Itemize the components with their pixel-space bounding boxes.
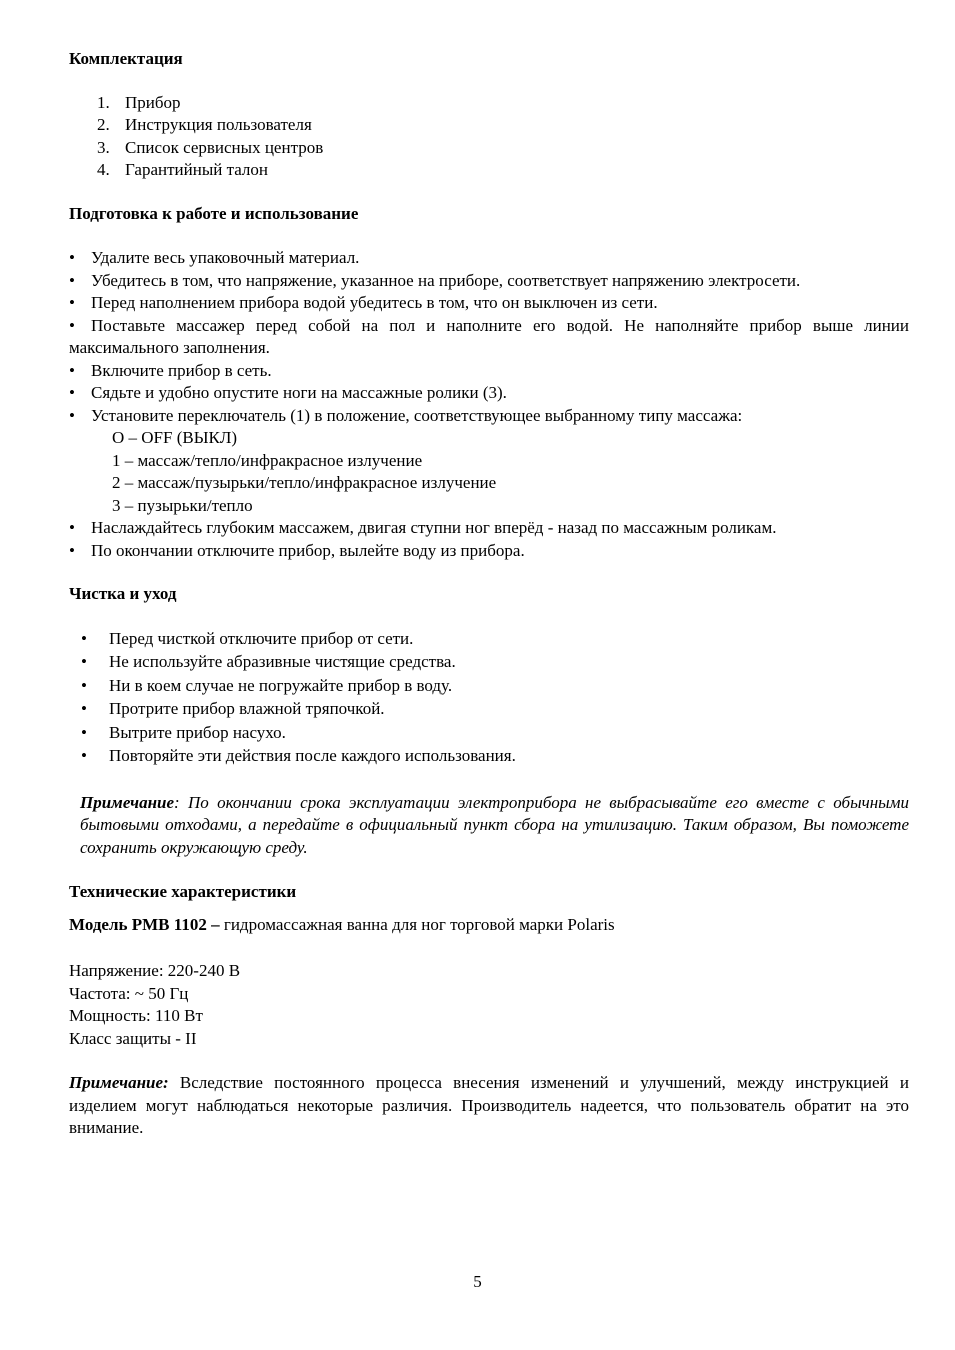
mode-item: 3 – пузырьки/тепло: [112, 495, 253, 515]
spec-voltage: Напряжение: 220-240 В: [69, 961, 241, 980]
prep-list: [69, 247, 909, 562]
spec-protection-class: Класс защиты - II: [69, 1028, 197, 1048]
list-item: • Установите переключатель (1) в положение, соответствующее выбранному типу массажа: О – OFF (ВЫКЛ) 1 – массаж/тепло/инфракрасное излучение 2 – массаж/пузырьки/тепло/инфракрасное излучение 3 – пузырьки/тепло: [69, 405, 909, 518]
changes-note: [69, 1072, 909, 1140]
disposal-note: [80, 792, 909, 860]
list-item: • Убедитесь в том, что напряжение, указанное на приборе, соответствует напряжению электросети.: [69, 270, 801, 290]
model-line: [69, 914, 909, 937]
list-item: 1. Прибор: [97, 92, 181, 112]
list-item: • Протрите прибор влажной тряпочкой.: [81, 699, 385, 718]
specs-heading: Технические характеристики: [69, 882, 297, 901]
document-page: [69, 48, 909, 1157]
list-item: • Сядьте и удобно опустите ноги на массажные ролики (3).: [69, 383, 507, 402]
model-label: Модель PMB 1102 –: [69, 914, 220, 934]
list-item: • Наслаждайтесь глубоким массажем, двигая ступни ног вперёд - назад по массажным роликам.: [69, 518, 777, 537]
note-label: Примечание:: [69, 1073, 169, 1092]
spec-list: [69, 960, 909, 1050]
list-item: • Не используйте абразивные чистящие средства.: [81, 652, 456, 671]
care-heading: Чистка и уход: [69, 584, 177, 603]
list-item: • Перед наполнением прибора водой убедитесь в том, что он выключен из сети.: [69, 293, 658, 312]
note-text: : По окончании срока эксплуатации электроприбора не выбрасывайте его вместе с обычными бытовыми отходами, а передайте в официальный пункт сбора на утилизацию. Таким образом, Вы поможете сохранить окружающую среду.: [80, 792, 909, 857]
mode-item: О – OFF (ВЫКЛ): [112, 428, 238, 447]
list-item: 2. Инструкция пользователя: [97, 115, 312, 134]
mode-item: 2 – массаж/пузырьки/тепло/инфракрасное излучение: [112, 473, 497, 492]
note-label: Примечание: [80, 792, 175, 812]
list-item: 4. Гарантийный талон: [97, 160, 268, 179]
list-item: • Перед чисткой отключите прибор от сети.: [81, 628, 414, 648]
list-item: • Повторяйте эти действия после каждого использования.: [81, 746, 516, 765]
spec-power: Мощность: 110 Вт: [69, 1006, 203, 1025]
model-text: гидромассажная ванна для ног торговой марки Polaris: [219, 914, 615, 934]
list-item: • Вытрите прибор насухо.: [81, 722, 286, 742]
list-item: 3. Список сервисных центров: [97, 137, 324, 157]
page-number: 5: [473, 1272, 482, 1291]
mode-item: 1 – массаж/тепло/инфракрасное излучение: [112, 450, 423, 470]
prep-heading: Подготовка к работе и использование: [69, 203, 359, 223]
kit-list: [69, 92, 909, 182]
list-item: • Удалите весь упаковочный материал.: [69, 248, 360, 267]
note-text: Вследствие постоянного процесса внесения изменений и улучшений, между инструкцией и изделием могут наблюдаться некоторые различия. Производитель надеется, что пользователь обратит на это внимание.: [69, 1073, 909, 1137]
care-list: [69, 628, 909, 768]
list-item: • Поставьте массажер перед собой на пол и наполните его водой. Не наполняйте прибор выше линии максимального заполнения.: [69, 315, 909, 357]
mode-list: [69, 427, 909, 517]
kit-heading: Комплектация: [69, 49, 183, 68]
spec-frequency: Частота: ~ 50 Гц: [69, 983, 189, 1003]
list-item: • Ни в коем случае не погружайте прибор в воду.: [81, 675, 453, 695]
list-item: • Включите прибор в сеть.: [69, 360, 272, 380]
list-item: • По окончании отключите прибор, вылейте воду из прибора.: [69, 540, 525, 560]
